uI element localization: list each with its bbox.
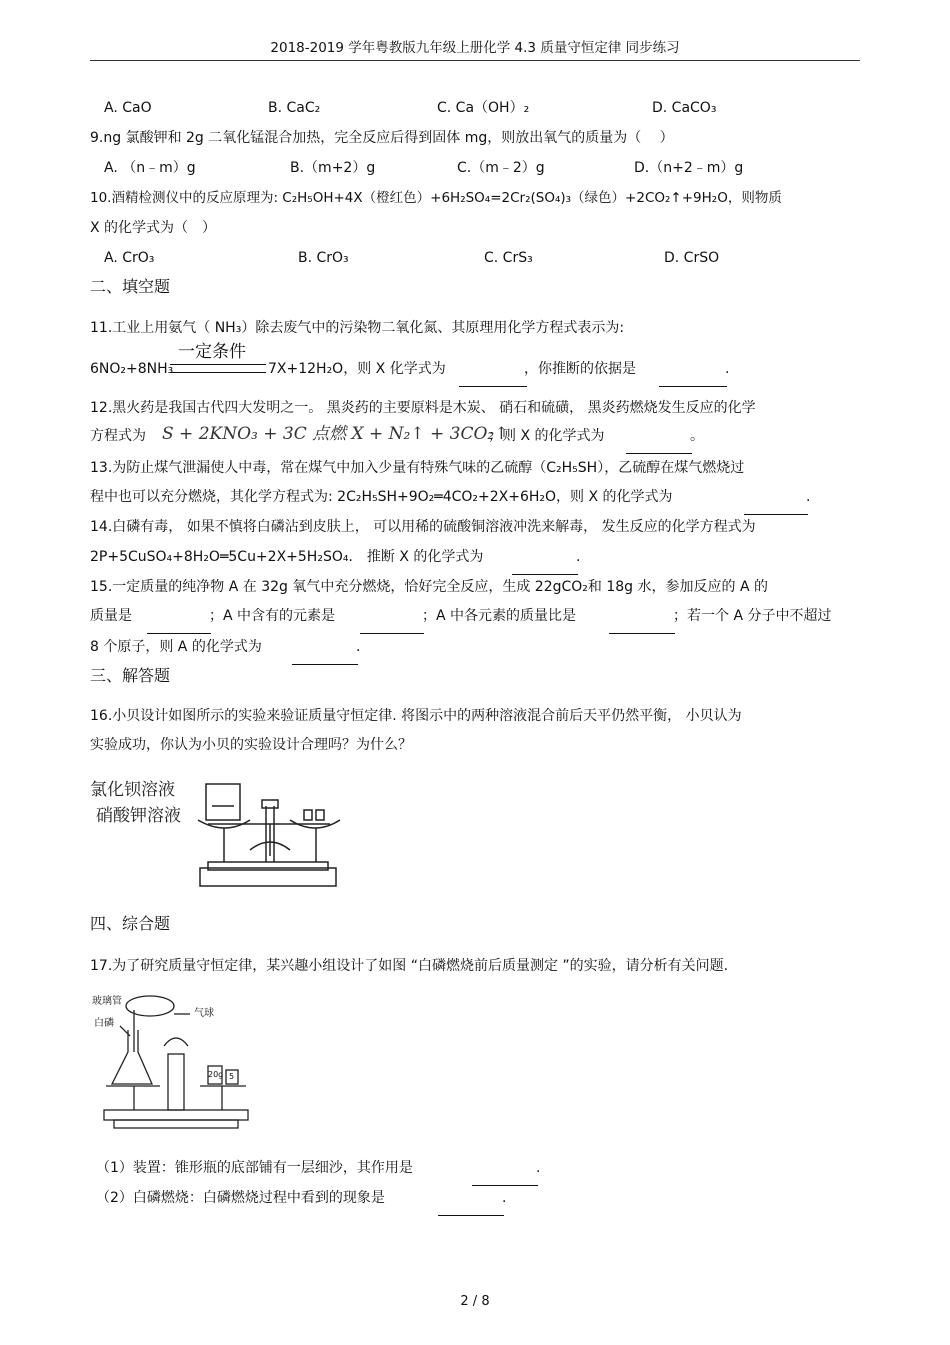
q10-option-c: C. CrS₃	[484, 250, 533, 266]
q15-blank-formula[interactable]	[292, 650, 358, 665]
section-comprehensive-title: 四、综合题	[90, 914, 171, 933]
q8-option-c: C. Ca（OH）₂	[437, 100, 530, 116]
q11-equation-tail: ，你推断的依据是	[524, 361, 636, 377]
q16-balance-figure	[90, 776, 346, 894]
q17-label-white-phosphorus: 白磷	[94, 1018, 114, 1029]
q15-line2-b: ；A 中含有的元素是	[209, 608, 336, 624]
q14-end: .	[576, 549, 581, 565]
q11-blank-2[interactable]	[659, 372, 727, 387]
q17-apparatus-figure	[90, 990, 250, 1140]
q17-sub1-end: .	[536, 1160, 541, 1176]
q17-sub1-blank[interactable]	[472, 1171, 538, 1186]
q15-line2-d: ；若一个 A 分子中不超过	[673, 608, 832, 624]
q13-blank[interactable]	[744, 500, 808, 515]
page-header: 2018-2019 学年粤教版九年级上册化学 4.3 质量守恒定律 同步练习	[270, 40, 680, 56]
q12-stem: 12.黑火药是我国古代四大发明之一。 黑炎药的主要原料是木炭、 硝石和硫磺， 黑炎药燃烧发生反应的化学	[90, 400, 756, 416]
phosphorus-balance-diagram	[90, 990, 250, 1140]
q15-line3-a: 8 个原子，则 A 的化学式为	[90, 639, 262, 655]
q11-equals-sign	[170, 364, 266, 373]
q9-option-a: A. （n﹣m）g	[104, 160, 196, 176]
q16-label-bacl2: 氯化钡溶液	[90, 780, 175, 800]
q12-lead: 方程式为	[90, 428, 146, 444]
section-fill-title: 二、填空题	[90, 277, 171, 296]
q15-line3-b: .	[356, 639, 361, 655]
q15-line2-a: 质量是	[90, 608, 132, 624]
q15-line2-c: ；A 中各元素的质量比是	[422, 608, 577, 624]
q17-sub2: （2）白磷燃烧：白磷燃烧过程中看到的现象是	[96, 1190, 385, 1206]
q8-option-b: B. CaC₂	[268, 100, 321, 116]
q15-line1: 15.一定质量的纯净物 A 在 32g 氧气中充分燃烧，恰好完全反应，生成 22gCO₂和 18g 水，参加反应的 A 的	[90, 579, 768, 595]
q10-option-b: B. CrO₃	[298, 250, 349, 266]
q14-blank[interactable]	[512, 560, 578, 575]
q17-stem: 17.为了研究质量守恒定律，某兴趣小组设计了如图 “白磷燃烧前后质量测定 ”的实验，请分析有关问题.	[90, 958, 729, 974]
section-answer-title: 三、解答题	[90, 666, 171, 685]
q11-equation-right: 7X+12H₂O，则 X 化学式为	[268, 361, 446, 377]
q15-blank-elements[interactable]	[360, 619, 424, 634]
q9-option-b: B.（m+2）g	[290, 160, 376, 176]
q17-sub2-blank[interactable]	[438, 1201, 504, 1216]
q11-condition: 一定条件	[178, 342, 246, 362]
q11-equation-left: 6NO₂+8NH₃	[90, 361, 174, 377]
q17-weight-5: 5	[229, 1072, 235, 1081]
page-number: 2 / 8	[460, 1294, 490, 1309]
q17-label-balloon: 气球	[194, 1008, 214, 1019]
q10-option-d: D. CrSO	[664, 250, 720, 266]
q11-end: .	[725, 361, 730, 377]
q9-option-c: C.（m﹣2）g	[457, 160, 545, 176]
q10-stem-line2: X 的化学式为（ ）	[90, 220, 217, 236]
q17-weight-20g: 20g	[208, 1070, 224, 1079]
q16-line2: 实验成功，你认为小贝的实验设计合理吗？为什么？	[90, 737, 412, 753]
q14-stem: 14.白磷有毒， 如果不慎将白磷沾到皮肤上， 可以用稀的硫酸铜溶液冲洗来解毒， 发生反应的化学方程式为	[90, 519, 756, 535]
q12-end: 。	[690, 428, 704, 444]
q8-option-a: A. CaO	[104, 100, 152, 116]
q10-stem-line1: 10.酒精检测仪中的反应原理为: C₂H₅OH+4X（橙红色）+6H₂SO₄=2Cr₂(SO₄)₃（绿色）+2CO₂↑+9H₂O，则物质	[90, 190, 782, 206]
q14-line2: 2P+5CuSO₄+8H₂O═5Cu+2X+5H₂SO₄． 推断 X 的化学式为	[90, 549, 484, 565]
q12-blank[interactable]	[626, 439, 692, 454]
q15-blank-ratio[interactable]	[609, 619, 675, 634]
q17-sub1: （1）装置：锥形瓶的底部铺有一层细沙，其作用是	[96, 1160, 413, 1176]
q17-label-glass-tube: 玻璃管	[92, 996, 122, 1007]
q10-option-a: A. CrO₃	[104, 250, 155, 266]
q16-label-kno3: 硝酸钾溶液	[96, 806, 181, 826]
q12-tail: ；则 X 的化学式为	[488, 428, 605, 444]
q16-line1: 16.小贝设计如图所示的实验来验证质量守恒定律. 将图示中的两种溶液混合前后天平仍然平衡， 小贝认为	[90, 708, 742, 724]
q9-stem: 9.ng 氯酸钾和 2g 二氧化锰混合加热，完全反应后得到固体 mg，则放出氧气的质量为（ ）	[90, 130, 674, 146]
q17-sub2-end: .	[502, 1190, 507, 1206]
q13-stem: 13.为防止煤气泄漏使人中毒，常在煤气中加入少量有特殊气味的乙硫醇（C₂H₅SH），乙硫醇在煤气燃烧过	[90, 460, 745, 476]
q13-end: .	[806, 489, 811, 505]
q11-blank-1[interactable]	[459, 372, 527, 387]
q9-option-d: D.（n+2﹣m）g	[634, 160, 744, 176]
header-rule	[90, 60, 860, 61]
q11-stem: 11.工业上用氨气（ NH₃）除去废气中的污染物二氧化氮、其原理用化学方程式表示为:	[90, 320, 625, 336]
q13-line2: 程中也可以充分燃烧，其化学方程式为: 2C₂H₅SH+9O₂═4CO₂+2X+6H₂O，则 X 的化学式为	[90, 489, 673, 505]
q12-equation: S + 2KNO₃ + 3C 点燃 X + N₂↑ + 3CO₂↑	[162, 424, 509, 444]
q15-blank-mass[interactable]	[147, 619, 211, 634]
q8-option-d: D. CaCO₃	[652, 100, 717, 116]
